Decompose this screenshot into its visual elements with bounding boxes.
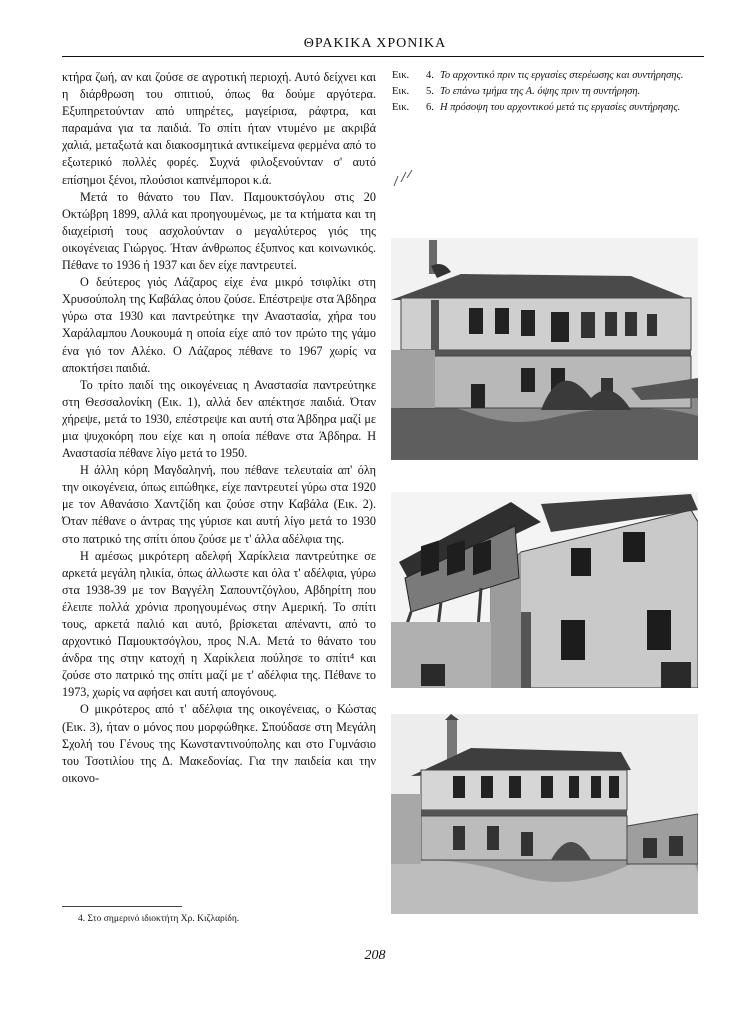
caption-label: Εικ.	[392, 70, 410, 81]
caption-number: 6.	[426, 102, 434, 113]
footnote-rule	[62, 906, 182, 907]
paragraph: Το τρίτο παιδί της οικογένειας η Αναστασία παντρεύτηκε στη Θεσσαλονίκη (Εικ. 1), αλλά δεν απέκτησε παιδιά. Όταν χήρεψε, μετά το 1930, επέστρεψε και αυτή στα Άβδηρα μαζί με μια ψυχοκόρη που είχε και η οποία πέθανε στα Άβδηρα. Η Αναστασία πέθανε λίγο μετά το 1950.	[62, 377, 376, 461]
caption-number: 4.	[426, 70, 434, 81]
caption-text: Το επάνω τμήμα της Α. όψης πριν τη συντήρηση.	[440, 86, 641, 97]
paragraph: Η άλλη κόρη Μαγδαληνή, που πέθανε τελευταία απ' όλη την οικογένεια, όπως ειπώθηκε, είχε παντρευτεί γύρω στα 1920 με τον Αθανάσιο Χαντζίδη και ζούσε στην Καβάλα (Εικ. 2). Όταν πέθανε ο άντρας της γύρισε και αυτή λίγο μετά το 1930 στο πατρικό της σπίτι όπου ζούσε με τ' άλλα αδέλφια της.	[62, 463, 376, 546]
paragraph: Η αμέσως μικρότερη αδελφή Χαρίκλεια παντρεύτηκε σε αρκετά μεγάλη ηλικία, όπως άλλωστε και όλα τ' αδέλφια, γύρω στα 1938-39 με τον Βαγγέλη Σαπουντζόγλου, Αβδηρίτη που έλειπε πολλά χρόνια προηγουμένως στην Αμερική. Το σπίτι τους, αρκετά παλιό και αυτό, βρίσκεται απέναντι, από το αρχοντικό Παμουκτσόγλου, προς Ν.Α. Μετά το θάνατο του άνδρα της στην κατοχή η Χαρίκλεια πούλησε το σπίτι⁴ και ζούσε στο πατρικό της σπίτι μαζί με τ' αδέλφια της. Πέθανε το 1973, χωρίς να αφήσει και αυτή απογόνους.	[62, 548, 376, 700]
caption-label: Εικ.	[392, 86, 410, 97]
paragraph: Ο δεύτερος γιός Λάζαρος είχε ένα μικρό τσιφλίκι στη Χρυσούπολη της Καβάλας όπου ζούσε. Επέστρεψε στα Άβδηρα γύρω στα 1930 και παντρεύτηκε την Αναστασία, χήρα του Χαράλαμπου Λουκουμά η οποία είχε από τον πρώτο της γάμο ένα γιό τον Αλέκο. Ο Λάζαρος πέθανε το 1967 χωρίς να αποκτήσει παιδιά.	[62, 275, 376, 375]
upper-east-facade-photo	[391, 492, 698, 688]
caption-fig-4	[392, 69, 706, 83]
pencil-mark-icon	[392, 168, 414, 188]
footnote: 4. Στο σημερινό ιδιοκτήτη Χρ. Κιζλαρίδη.	[78, 914, 240, 924]
running-header: ΘΡΑΚΙΚΑ ΧΡΟΝΙΚΑ	[303, 36, 447, 51]
caption-text: Το αρχοντικό πριν τις εργασίες στερέωσης και συντήρησης.	[440, 70, 684, 81]
caption-fig-5	[392, 85, 706, 99]
caption-fig-6	[392, 101, 706, 115]
figure-captions	[392, 69, 706, 117]
paragraph: Ο μικρότερος από τ' αδέλφια της οικογένειας, ο Κώστας (Εικ. 3), ήταν ο μόνος που μορφώθηκε. Σπούδασε στη Μεγάλη Σχολή του Γένους της Κωνσταντινούπολης και στο Γυμνάσιο του Τσοτιλίου της Δ. Μακεδονίας. Για την παιδεία και την οικονο-	[62, 702, 376, 785]
header-rule	[62, 56, 704, 57]
caption-text: Η πρόσοψη του αρχοντικού μετά τις εργασίες συντήρησης.	[440, 102, 681, 113]
mansion-after-restoration-photo	[391, 714, 698, 914]
caption-label: Εικ.	[392, 102, 410, 113]
caption-number: 5.	[426, 86, 434, 97]
page-number: 208	[364, 948, 386, 963]
paragraph: κτήρα ζωή, αν και ζούσε σε αγροτική περιοχή. Αυτό δείχνει και η διάρθρωση του σπιτιού, όπως θα δούμε αργότερα. Εξυπηρετούνταν από υπηρέτες, μαγείρισα, ράφτρα, και παραμάνα για τα παιδιά. Το σπίτι ήταν ντυμένο με ακριβά χαλιά, μεταξωτά και διακοσμητικά αντικείμενα φερμένα από το εξωτερικό πολλές φορές. Συχνά φιλοξενούνταν σ' αυτό επίσημοι ξένοι, πλούσιοι καπνέμποροι κ.ά.	[62, 70, 376, 187]
paragraph: Μετά το θάνατο του Παν. Παμουκτσόγλου στις 20 Οκτώβρη 1899, αλλά και προηγουμένως, με τα κτήματα και τη διαχείρισή τους ασχολούνταν ο μεγαλύτερος γιός της οικογένειας Γιώργος. Ήταν άνθρωπος έξυπνος και κοινωνικός. Πέθανε το 1936 ή 1937 και δεν είχε παντρευτεί.	[62, 189, 376, 273]
body-text-column	[62, 69, 376, 787]
mansion-before-restoration-photo	[391, 238, 698, 460]
